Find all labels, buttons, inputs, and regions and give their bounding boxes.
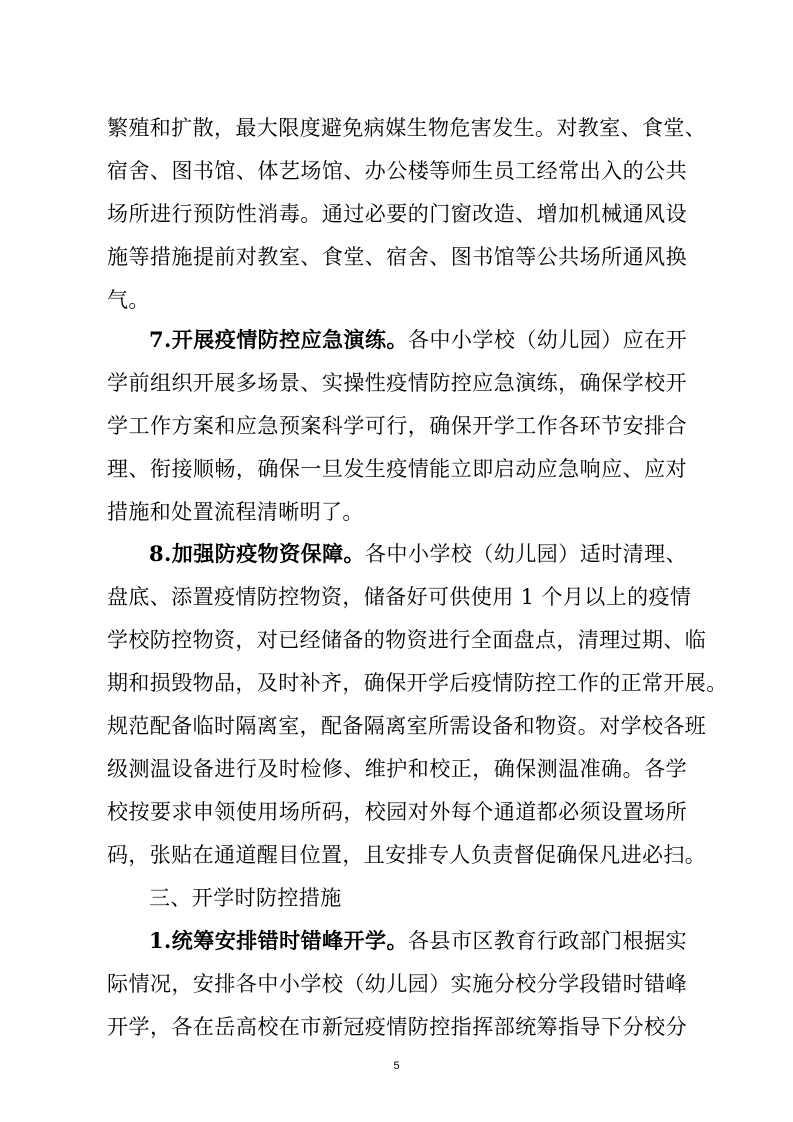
body-text: 各县市区教育行政部门根据实 <box>407 929 688 953</box>
body-line: 理、衔接顺畅，确保一旦发生疫情能立即启动应急响应、应对 <box>107 457 687 481</box>
body-line: 措施和处置流程清晰明了。 <box>107 500 364 524</box>
body-line: 施等措施提前对教室、食堂、宿舍、图书馆等公共场所通风换 <box>107 245 687 269</box>
item-heading: 7.开展疫情防控应急演练。 <box>149 327 408 352</box>
body-text: 各中小学校（幼儿园）应在开 <box>407 328 688 352</box>
body-line: 场所进行预防性消毒。通过必要的门窗改造、增加机械通风设 <box>107 202 687 226</box>
body-text: 各中小学校（幼儿园）适时清理、 <box>365 542 688 566</box>
body-line: 期和损毁物品，及时补齐，确保开学后疫情防控工作的正常开展。 <box>107 671 728 695</box>
section-heading: 三、开学时防控措施 <box>149 886 342 910</box>
body-line: 繁殖和扩散，最大限度避免病媒生物危害发生。对教室、食堂、 <box>107 116 707 140</box>
item-heading: 1.统筹安排错时错峰开学。 <box>149 928 408 953</box>
item-heading: 8.加强防疫物资保障。 <box>149 541 366 566</box>
body-line: 码，张贴在通道醒目位置，且安排专人负责督促确保凡进必扫。 <box>107 843 707 867</box>
body-line: 际情况，安排各中小学校（幼儿园）实施分校分学段错时错峰 <box>107 972 687 996</box>
body-line: 气。 <box>107 288 150 312</box>
body-line: 级测温设备进行及时检修、维护和校正，确保测温准确。各学 <box>107 757 687 781</box>
paragraph-first-line <box>149 320 687 360</box>
paragraph-first-line <box>149 534 687 574</box>
body-line: 盘底、添置疫情防控物资，储备好可供使用 1 个月以上的疫情 <box>107 585 692 609</box>
body-line: 开学，各在岳高校在市新冠疫情防控指挥部统筹指导下分校分 <box>107 1015 687 1039</box>
body-line: 学前组织开展多场景、实操性疫情防控应急演练，确保学校开 <box>107 371 687 395</box>
body-line: 规范配备临时隔离室，配备隔离室所需设备和物资。对学校各班 <box>107 714 707 738</box>
body-line: 宿舍、图书馆、体艺场馆、办公楼等师生员工经常出入的公共 <box>107 159 687 183</box>
body-line: 学校防控物资，对已经储备的物资进行全面盘点，清理过期、临 <box>107 628 707 652</box>
body-line: 校按要求申领使用场所码，校园对外每个通道都必须设置场所 <box>107 800 687 824</box>
body-line: 学工作方案和应急预案科学可行，确保开学工作各环节安排合 <box>107 414 687 438</box>
paragraph-first-line <box>149 921 687 961</box>
page-number: 5 <box>393 1060 400 1072</box>
